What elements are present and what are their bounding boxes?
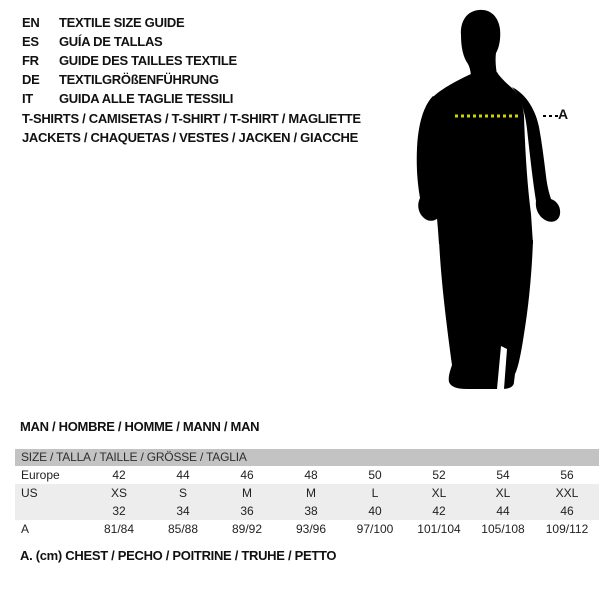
size-cell: 34 xyxy=(176,504,190,518)
size-cell: 46 xyxy=(560,504,574,518)
size-cell: 38 xyxy=(304,504,318,518)
lang-code: EN xyxy=(22,15,40,30)
size-cell: 44 xyxy=(176,468,190,482)
size-cell: L xyxy=(371,486,379,500)
table-row-us-numeric xyxy=(15,502,599,520)
table-row-europe xyxy=(15,466,599,484)
size-cell: 85/88 xyxy=(167,522,199,536)
size-cell: M xyxy=(306,486,316,500)
lang-label: TEXTILGRÖßENFÜHRUNG xyxy=(59,72,219,87)
size-cell: 89/92 xyxy=(231,522,263,536)
lang-row-es xyxy=(22,32,237,51)
size-cell: XL xyxy=(431,486,447,500)
size-cell: 40 xyxy=(368,504,382,518)
row-label: US xyxy=(21,486,38,500)
lang-label: GUÍA DE TALLAS xyxy=(59,34,163,49)
lang-code: IT xyxy=(22,91,33,106)
measure-label-a: A xyxy=(558,106,569,122)
size-cell: 56 xyxy=(560,468,574,482)
lang-label: TEXTILE SIZE GUIDE xyxy=(59,15,185,30)
size-cell: 42 xyxy=(112,468,126,482)
row-label xyxy=(15,502,87,520)
lang-code: FR xyxy=(22,53,39,68)
size-table-header: SIZE / TALLA / TAILLE / GRÖSSE / TAGLIA xyxy=(15,449,599,466)
footnote-chest-measure: A. (cm) CHEST / PECHO / POITRINE / TRUHE / PETTO xyxy=(20,548,337,563)
size-cell: 81/84 xyxy=(103,522,135,536)
table-row-us xyxy=(15,484,599,502)
category-line-tshirts: T-SHIRTS / CAMISETAS / T-SHIRT / T-SHIRT / MAGLIETTE xyxy=(22,111,361,126)
size-cell: 44 xyxy=(496,504,510,518)
lang-row-en xyxy=(22,13,237,32)
size-table xyxy=(15,449,599,538)
size-cell: 101/104 xyxy=(417,522,461,536)
lang-code: ES xyxy=(22,34,39,49)
section-title-man: MAN / HOMBRE / HOMME / MANN / MAN xyxy=(20,419,260,434)
size-cell: 32 xyxy=(112,504,126,518)
lang-code: DE xyxy=(22,72,40,87)
man-silhouette xyxy=(417,10,560,389)
size-cell: 36 xyxy=(240,504,254,518)
lang-row-fr xyxy=(22,51,237,70)
size-cell: 93/96 xyxy=(295,522,327,536)
size-cell: 46 xyxy=(240,468,254,482)
category-line-jackets: JACKETS / CHAQUETAS / VESTES / JACKEN / GIACCHE xyxy=(22,130,358,145)
row-label: Europe xyxy=(21,468,60,482)
garment-categories xyxy=(22,109,361,147)
table-row-chest-a xyxy=(15,520,599,538)
lang-label: GUIDE DES TAILLES TEXTILE xyxy=(59,53,237,68)
size-cell: S xyxy=(178,486,187,500)
size-cell: 109/112 xyxy=(545,522,589,536)
size-cell: 42 xyxy=(432,504,446,518)
size-cell: XL xyxy=(495,486,511,500)
size-cell: 48 xyxy=(304,468,318,482)
lang-label: GUIDA ALLE TAGLIE TESSILI xyxy=(59,91,234,106)
lang-row-de xyxy=(22,70,237,89)
size-cell: 105/108 xyxy=(481,522,525,536)
size-cell: M xyxy=(242,486,252,500)
size-cell: XS xyxy=(110,486,127,500)
lang-row-it xyxy=(22,89,237,108)
size-cell: 54 xyxy=(496,468,510,482)
size-cell: 97/100 xyxy=(356,522,394,536)
language-guide-list xyxy=(22,13,237,108)
row-label: A xyxy=(21,522,30,536)
man-silhouette-figure xyxy=(410,8,565,390)
size-cell: 52 xyxy=(432,468,446,482)
size-cell: 50 xyxy=(368,468,382,482)
size-cell: XXL xyxy=(555,486,579,500)
